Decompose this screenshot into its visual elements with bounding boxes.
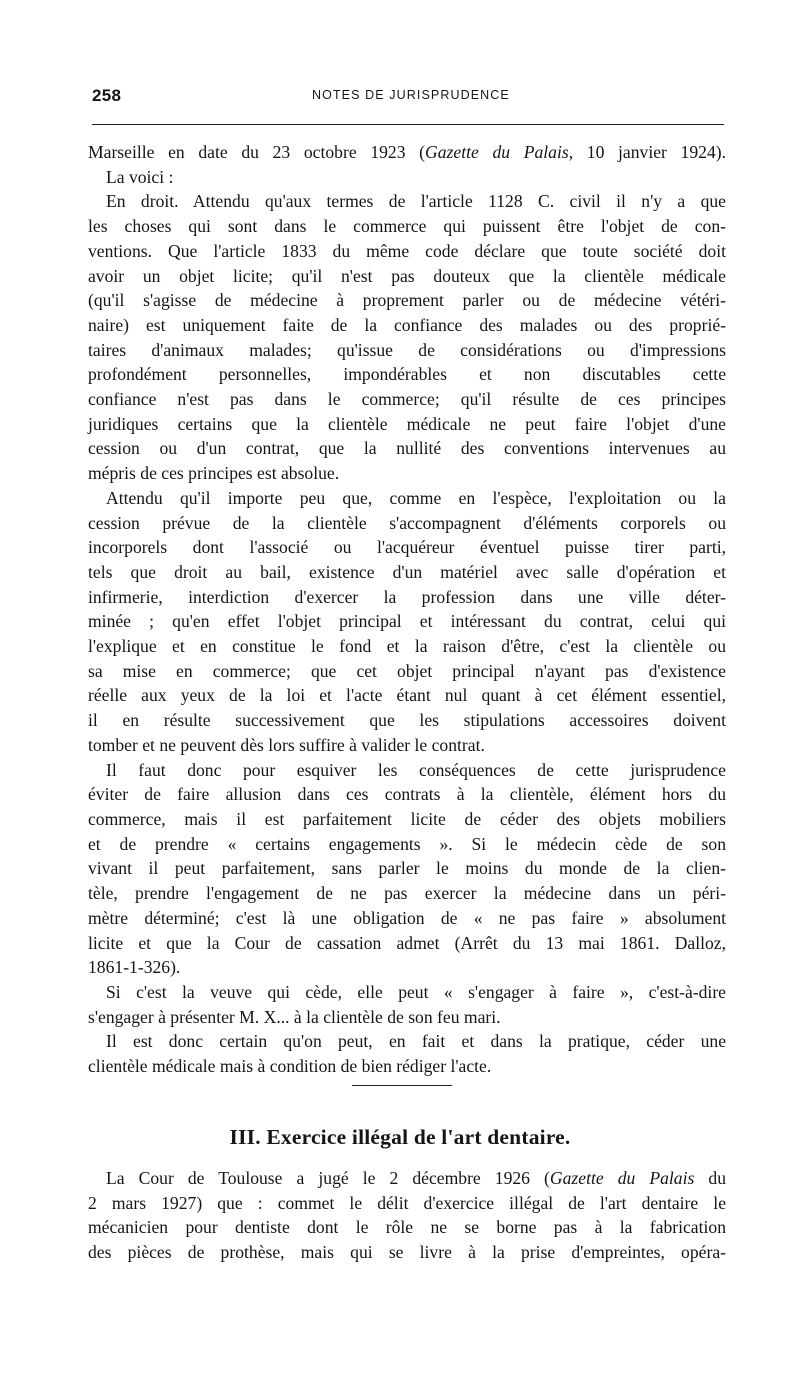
running-title: NOTES DE JURISPRUDENCE (312, 88, 510, 102)
text-line: commerce, mais il est parfaitement licite de céder des objets mobiliers (88, 808, 726, 829)
section-heading: III. Exercice illégal de l'art dentaire. (229, 1125, 571, 1149)
text-line: tèle, prendre l'engagement de ne pas exercer la médecine dans un péri- (88, 883, 726, 904)
text-line: mécanicien pour dentiste dont le rôle ne se borne pas à la fabrication (88, 1217, 726, 1238)
main-text-block (88, 140, 726, 1079)
text-line: sa mise en commerce; que cet objet principal n'ayant pas d'existence (88, 660, 726, 681)
text-line: tels que droit au bail, existence d'un matériel avec salle d'opération et (88, 561, 726, 582)
text-line: minée ; qu'en effet l'objet principal et intéressant du contrat, celui qui (88, 611, 726, 632)
text-line: vivant il peut parfaitement, sans parler le moins du monde de la clien- (88, 858, 726, 879)
text-line: ventions. Que l'article 1833 du même code déclare que toute société doit (88, 240, 726, 261)
text-line: cession ou d'un contrat, que la nullité des conventions intervenues au (88, 438, 726, 459)
page-number: 258 (92, 86, 122, 105)
text-line: taires d'animaux malades; qu'issue de considérations ou d'impressions (88, 339, 726, 360)
text-line: 1861-1-326). (88, 957, 181, 978)
text-line: et de prendre « certains engagements ». Si le médecin cède de son (88, 833, 726, 854)
section-text-block (88, 1166, 726, 1265)
text-line: réelle aux yeux de la loi et l'acte étant nul quant à cet élément essentiel, (88, 685, 726, 706)
text-line: profondément personnelles, impondérables et non discutables cette (88, 364, 726, 385)
text-line: Marseille en date du 23 octobre 1923 (Gazette du Palais, 10 janvier 1924). (88, 142, 726, 162)
text-line: des pièces de prothèse, mais qui se livre à la prise d'empreintes, opéra- (88, 1242, 726, 1263)
text-line: tomber et ne peuvent dès lors suffire à valider le contrat. (88, 734, 485, 755)
text-line: incorporels dont l'associé ou l'acquéreur éventuel puisse tirer parti, (88, 537, 726, 558)
text-line: cession prévue de la clientèle s'accompagnent d'éléments corporels ou (88, 512, 726, 533)
text-line: mètre déterminé; c'est là une obligation de « ne pas faire » absolument (88, 907, 726, 928)
text-line: Il est donc certain qu'on peut, en fait et dans la pratique, céder une (106, 1031, 726, 1052)
text-line: Il faut donc pour esquiver les conséquences de cette jurisprudence (106, 759, 726, 780)
text-line: infirmerie, interdiction d'exercer la profession dans une ville déter- (88, 586, 726, 607)
text-line: Si c'est la veuve qui cède, elle peut « s'engager à faire », c'est-à-dire (106, 981, 726, 1002)
text-line: juridiques certains que la clientèle médicale ne peut faire l'objet d'une (88, 413, 726, 434)
text-line: confiance n'est pas dans le commerce; qu'il résulte de ces principes (88, 389, 726, 410)
text-line: 2 mars 1927) que : commet le délit d'exercice illégal de l'art dentaire le (88, 1192, 726, 1213)
text-line: (qu'il s'agisse de médecine à proprement parler ou de médecine vétéri- (88, 290, 726, 311)
text-line: naire) est uniquement faite de la confiance des malades ou des proprié- (88, 314, 726, 335)
text-line: En droit. Attendu qu'aux termes de l'article 1128 C. civil il n'y a que (106, 191, 726, 212)
text-line: Attendu qu'il importe peu que, comme en l'espèce, l'exploitation ou la (106, 487, 726, 508)
page-header (92, 86, 724, 114)
header-rule (92, 124, 724, 125)
text-line: s'engager à présenter M. X... à la clientèle de son feu mari. (88, 1006, 501, 1027)
text-line: La voici : (106, 166, 174, 187)
text-line: clientèle médicale mais à condition de bien rédiger l'acte. (88, 1056, 492, 1077)
text-line: l'explique et en constitue le fond et la raison d'être, c'est la clientèle ou (88, 636, 726, 657)
text-line: les choses qui sont dans le commerce qui puissent être l'objet de con- (88, 216, 726, 237)
text-line: La Cour de Toulouse a jugé le 2 décembre 1926 (Gazette du Palais du (106, 1168, 726, 1188)
text-line: licite et que la Cour de cassation admet (Arrêt du 13 mai 1861. Dalloz, (88, 932, 726, 953)
text-line: avoir un objet licite; qu'il n'est pas douteux que la clientèle médicale (88, 265, 726, 286)
section-divider (352, 1085, 452, 1086)
text-line: éviter de faire allusion dans ces contrats à la clientèle, élément hors du (88, 784, 726, 805)
text-line: mépris de ces principes est absolue. (88, 463, 340, 484)
text-line: il en résulte successivement que les stipulations accessoires doivent (88, 710, 726, 731)
